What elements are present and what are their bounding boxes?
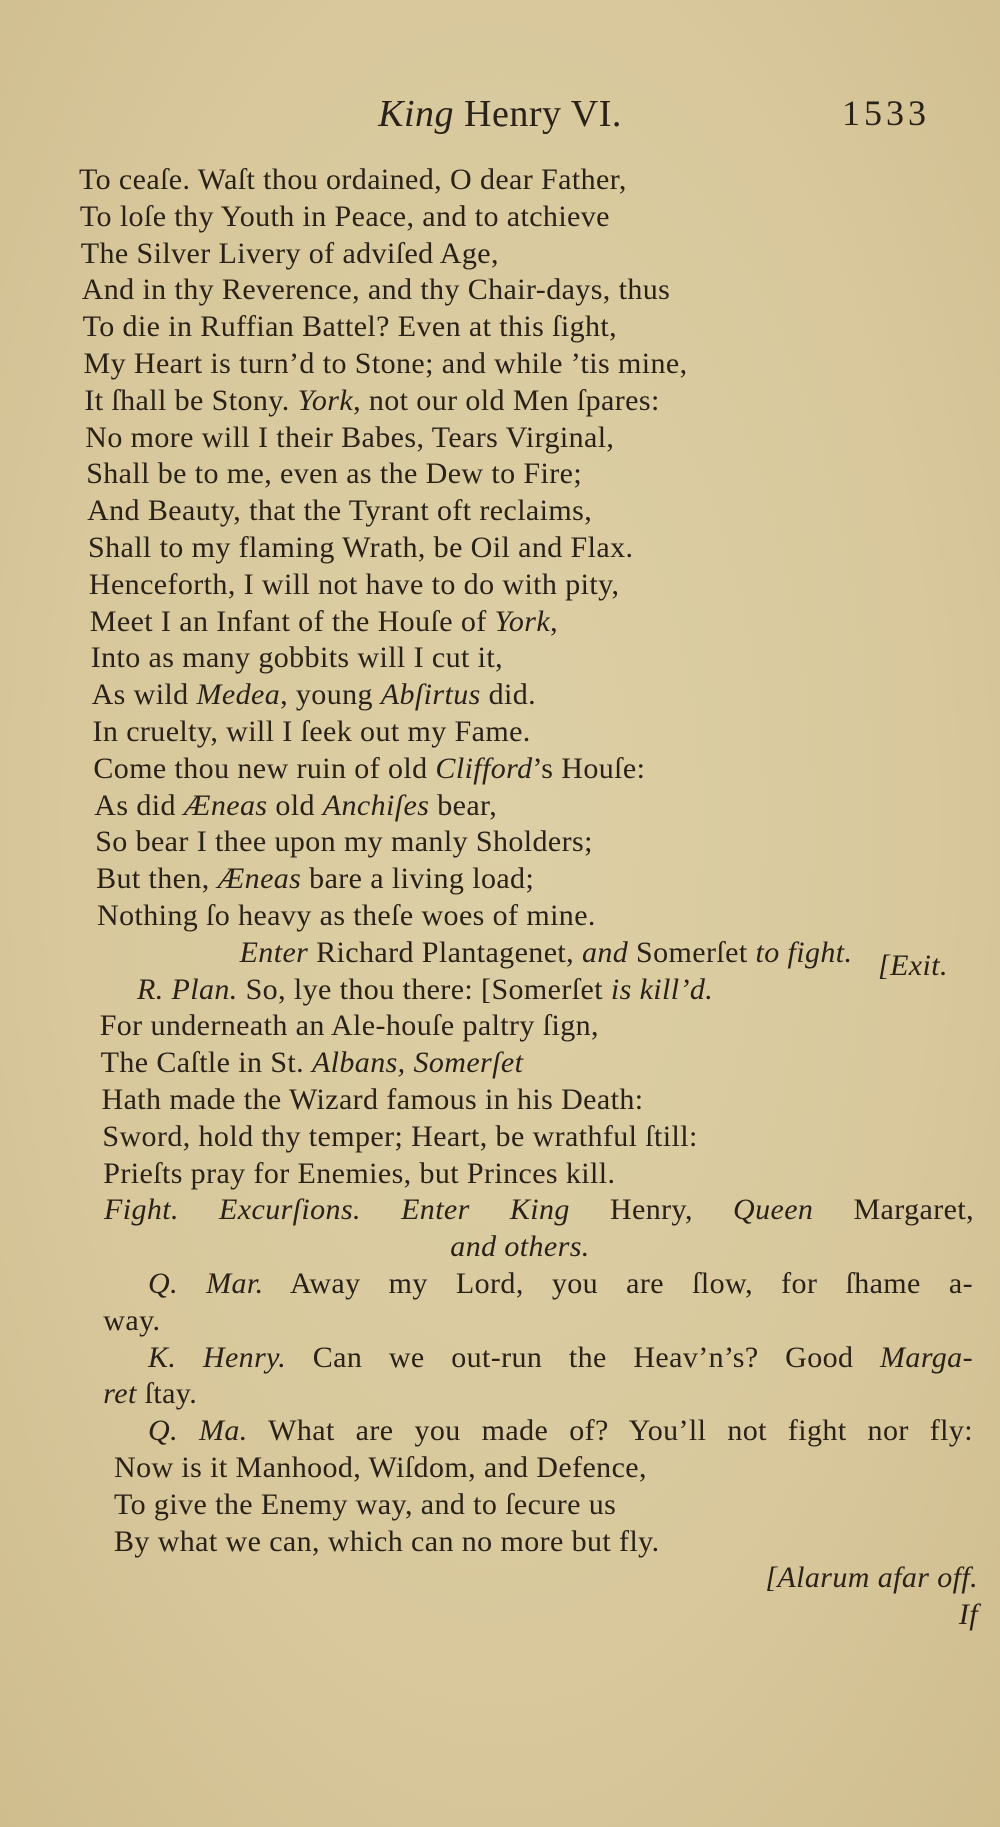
- text-segment: bare a living load;: [301, 862, 535, 896]
- text-segment: ,: [550, 604, 558, 638]
- italic-text: Æneas: [183, 788, 268, 822]
- text-segment: Now is it Manhood, Wiſdom, and Defence,: [114, 1451, 647, 1484]
- italic-text: to fight.: [755, 935, 853, 969]
- verse-line: [148, 1266, 973, 1302]
- text-segment: To ceaſe. Waſt thou ordained, O dear Father,: [79, 163, 627, 196]
- text-segment: Somerſet: [628, 935, 756, 969]
- text-segment: ’s Houſe:: [532, 751, 646, 785]
- text-segment: , young: [280, 678, 381, 712]
- italic-text: Clifford: [435, 751, 533, 785]
- italic-text: and others.: [450, 1230, 590, 1264]
- stage-direction: [20, 1229, 1000, 1265]
- italic-text: ret: [103, 1377, 137, 1411]
- text-segment: Hath made the Wizard famous in his Death:: [101, 1083, 644, 1116]
- verse-line: [148, 1413, 973, 1449]
- header-title-roman: Henry VI.: [464, 93, 622, 135]
- text-segment: Into as many gobbits will I cut it,: [90, 641, 503, 675]
- stage-direction: [765, 1560, 978, 1596]
- italic-text: and: [581, 935, 629, 969]
- header-title-italic: King: [378, 93, 455, 135]
- text-segment: As did: [94, 788, 184, 822]
- italic-text: Albans, Somerſet: [311, 1046, 524, 1080]
- italic-text: [Alarum afar off.: [765, 1561, 978, 1595]
- italic-text: Æneas: [217, 862, 302, 896]
- text-segment: To die in Ruffian Battel? Even at this ſight,: [82, 310, 618, 344]
- verse-line: [79, 162, 627, 198]
- italic-text: Medea: [196, 678, 281, 712]
- text-segment: My Heart is turn’d to Stone; and while ’tis mine,: [83, 347, 688, 380]
- text-segment: Can we out-run the Heav’n’s? Good: [286, 1340, 881, 1374]
- text-segment: To give the Enemy way, and to ſecure us: [114, 1487, 617, 1521]
- verse-line: [91, 640, 503, 676]
- italic-text: K. Henry.: [148, 1340, 287, 1374]
- verse-line: [103, 1156, 615, 1192]
- verse-line: [84, 383, 659, 419]
- text-segment: In cruelty, will I ſeek out my Fame.: [92, 715, 531, 748]
- text-segment: Away my Lord, you are ſlow, for ſhame a-: [263, 1267, 973, 1300]
- verse-line: [92, 677, 536, 713]
- text-segment: did.: [480, 678, 537, 712]
- text-segment: And Beauty, that the Tyrant oft reclaims,: [87, 494, 593, 528]
- text-segment: So bear I thee upon my manly Sholders;: [95, 825, 593, 859]
- verse-line: [104, 1192, 974, 1228]
- verse-line: [103, 1376, 197, 1412]
- text-segment: bear,: [429, 788, 498, 822]
- verse-line: [97, 898, 596, 934]
- verse-line: [86, 456, 582, 492]
- text-segment: Shall to my flaming Wrath, be Oil and Flax.: [88, 531, 634, 564]
- verse-line: [80, 199, 610, 235]
- verse-line: [114, 1450, 647, 1486]
- italic-text: Queen: [733, 1193, 814, 1227]
- text-segment: It ſhall be Stony.: [84, 383, 298, 417]
- text-segment: Henry,: [569, 1193, 734, 1227]
- verse-line: [88, 530, 633, 566]
- verse-line: [83, 309, 617, 345]
- text-segment: Margaret,: [813, 1193, 974, 1227]
- verse-line: [93, 751, 645, 787]
- stage-direction: [46, 935, 1000, 971]
- italic-text: York: [297, 383, 354, 417]
- text-segment: Richard Plantagenet,: [308, 935, 582, 969]
- verse-line: [102, 1119, 697, 1155]
- verse-line: [959, 1597, 978, 1633]
- verse-line: [81, 236, 499, 272]
- verse-line: [90, 604, 558, 640]
- italic-text: R. Plan.: [137, 972, 238, 1006]
- text-segment: old: [267, 788, 323, 822]
- verse-line: [96, 861, 534, 897]
- page-number: 1533: [842, 93, 930, 133]
- text-segment: The Caſtle in St.: [100, 1046, 312, 1080]
- text-segment: way.: [103, 1303, 161, 1337]
- text-segment: , not our old Men ſpares:: [353, 383, 660, 417]
- text-segment: By what we can, which can no more but fly.: [114, 1524, 660, 1558]
- verse-line: [103, 1303, 160, 1339]
- text-segment: Nothing ſo heavy as theſe woes of mine.: [97, 899, 596, 932]
- text-segment: Prieſts pray for Enemies, but Princes kill.: [103, 1156, 616, 1190]
- verse-line: [102, 1082, 644, 1118]
- verse-line: [89, 567, 620, 603]
- text-segment: Henceforth, I will not have to do with pity,: [88, 567, 620, 601]
- text-segment: As wild: [91, 678, 197, 712]
- italic-text: Q. Mar.: [148, 1267, 264, 1300]
- italic-text: Marga-: [880, 1340, 973, 1374]
- verse-line: [84, 346, 688, 382]
- verse-line: [87, 493, 592, 529]
- italic-text: Abſirtus: [380, 678, 481, 712]
- verse-line: [114, 1487, 616, 1523]
- verse-line: [137, 972, 713, 1008]
- verse-line: [100, 1008, 599, 1044]
- italic-text: If: [958, 1598, 978, 1632]
- italic-text: York: [494, 604, 551, 638]
- text-segment: ſtay.: [136, 1377, 198, 1411]
- verse-line: [93, 714, 531, 750]
- text-segment: To loſe thy Youth in Peace, and to atchieve: [79, 199, 610, 233]
- text-segment: So, lye thou there: [Somerſet: [237, 972, 611, 1006]
- verse-line: [94, 788, 497, 824]
- text-segment: No more will I their Babes, Tears Virginal,: [85, 420, 615, 454]
- verse-line: [114, 1524, 660, 1560]
- text-segment: Sword, hold thy temper; Heart, be wrathful ſtill:: [102, 1119, 698, 1153]
- italic-text: Anchiſes: [322, 788, 430, 822]
- verse-line: [148, 1340, 973, 1376]
- text-segment: And in thy Reverence, and thy Chair-days, thus: [81, 273, 671, 307]
- italic-text: is kill’d.: [610, 972, 714, 1006]
- text-segment: Meet I an Infant of the Houſe of: [89, 604, 495, 638]
- text-segment: The Silver Livery of adviſed Age,: [80, 236, 499, 270]
- italic-text: Fight. Excurſions. Enter King: [104, 1193, 570, 1227]
- verse-line: [95, 824, 593, 860]
- italic-text: Enter: [239, 935, 309, 969]
- italic-text: Q. Ma.: [148, 1414, 248, 1448]
- stage-direction-exit: [Exit.: [878, 949, 948, 982]
- text-segment: Come thou new ruin of old: [93, 751, 436, 785]
- text-segment: For underneath an Ale-houſe paltry ſign,: [99, 1009, 599, 1043]
- verse-line: [85, 420, 614, 456]
- text-segment: What are you made of? You’ll not fight nor fly:: [247, 1414, 973, 1448]
- verse-line: [82, 272, 671, 308]
- text-segment: Shall be to me, even as the Dew to Fire;: [86, 457, 583, 491]
- text-segment: But then,: [96, 862, 218, 896]
- verse-line: [101, 1045, 524, 1081]
